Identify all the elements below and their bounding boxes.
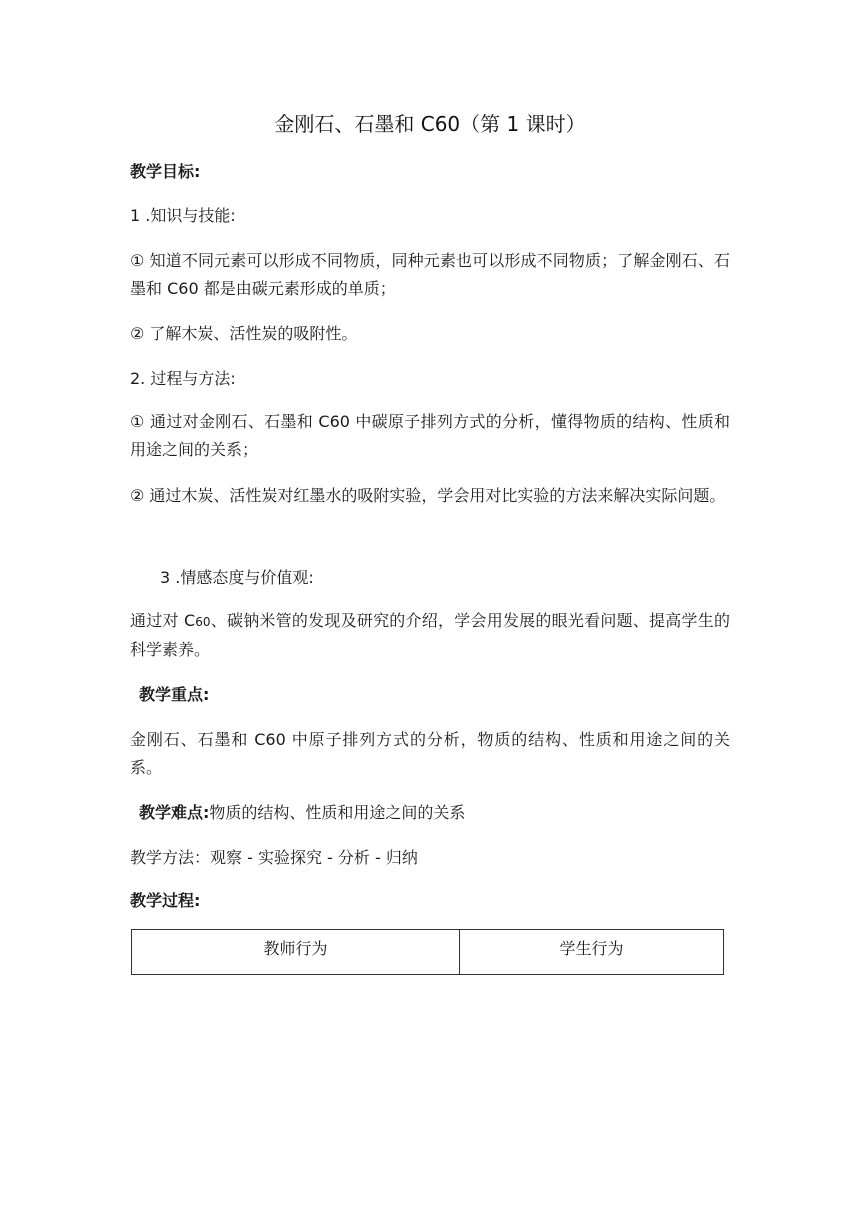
difficulty-heading: 教学难点: — [139, 803, 210, 822]
process-point-1: ① 通过对金刚石、石墨和 C60 中碳原子排列方式的分析，懂得物质的结构、性质和用途之间的关系； — [130, 412, 730, 459]
difficulty-text: 物质的结构、性质和用途之间的关系 — [209, 803, 466, 822]
table-row — [132, 930, 724, 975]
teaching-method: 教学方法：观察 - 实验探究 - 分析 - 归纳 — [130, 848, 418, 867]
attitude-text-end: 、碳钠米管的发现及研究的介绍，学会用发展的眼光看问题、提高学生的科学素养。 — [130, 611, 730, 659]
attitude-heading: 3 .情感态度与价值观: — [160, 568, 314, 587]
page-title: 金刚石、石墨和 C60（第 1 课时） — [274, 112, 586, 136]
attitude-text-start: 通过对 C — [130, 611, 196, 630]
process-point-2: ② 通过木炭、活性炭对红墨水的吸附实验，学会用对比实验的方法来解决实际问题。 — [130, 486, 726, 505]
knowledge-skills-heading: 1 .知识与技能: — [130, 206, 236, 225]
student-behavior-header: 学生行为 — [460, 930, 724, 975]
objectives-heading: 教学目标: — [130, 162, 201, 181]
key-point-heading: 教学重点: — [139, 685, 210, 704]
process-table — [131, 929, 724, 975]
difficulty-line — [139, 799, 739, 827]
process-method-heading: 2. 过程与方法: — [130, 369, 236, 388]
teacher-behavior-header: 教师行为 — [132, 930, 460, 975]
attitude-text-subscript: 60 — [195, 615, 211, 629]
key-point-text: 金刚石、石墨和 C60 中原子排列方式的分析，物质的结构、性质和用途之间的关系。 — [130, 730, 730, 777]
knowledge-point-1: ① 知道不同元素可以形成不同物质，同种元素也可以形成不同物质；了解金刚石、石墨和 C60 都是由碳元素形成的单质； — [130, 251, 730, 298]
attitude-text — [130, 607, 730, 664]
process-heading: 教学过程: — [130, 891, 201, 910]
knowledge-point-2: ② 了解木炭、活性炭的吸附性。 — [130, 324, 358, 343]
